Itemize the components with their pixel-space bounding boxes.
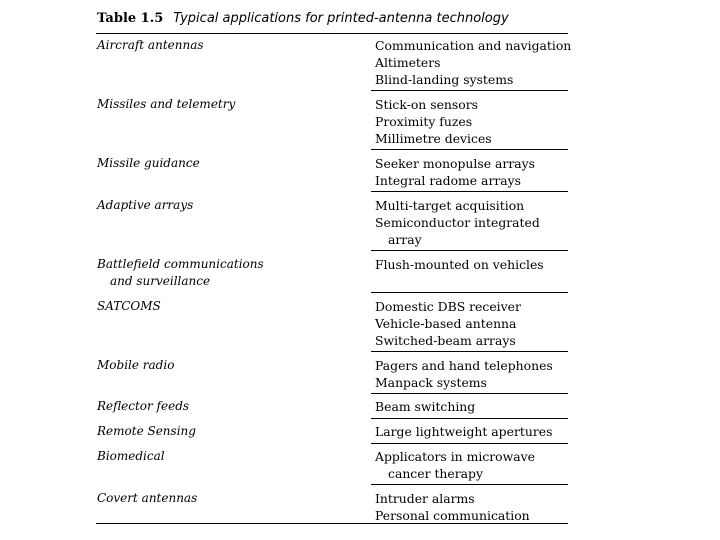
table-row-label (97, 423, 357, 440)
application-line: Seeker monopulse arrays (375, 156, 535, 171)
application-line: Pagers and hand telephones (375, 358, 553, 373)
application-line: Stick-on sensors (375, 97, 478, 112)
row-separator (371, 149, 568, 150)
application-line: Vehicle-based antenna (375, 316, 517, 331)
application-line: Communication and navigation (375, 38, 572, 53)
row-label-line: Aircraft antennas (97, 38, 204, 52)
row-separator (371, 443, 568, 444)
table-number: Table 1.5 (97, 11, 164, 26)
row-separator (371, 484, 568, 485)
application-line: Proximity fuzes (375, 114, 473, 129)
application-line: Intruder alarms (375, 491, 475, 506)
row-label-line: and surveillance (110, 274, 211, 288)
row-label-line: Missile guidance (97, 156, 200, 170)
application-line: Manpack systems (375, 375, 487, 390)
table-row-applications (375, 448, 575, 482)
table-row-label (97, 357, 357, 374)
application-line: Domestic DBS receiver (375, 299, 521, 314)
application-line: array (388, 232, 422, 247)
application-line: Altimeters (375, 55, 441, 70)
row-label-line: Adaptive arrays (97, 198, 194, 212)
row-label-line: SATCOMS (97, 299, 161, 313)
row-label-line: Mobile radio (97, 358, 175, 372)
row-label-line: Reflector feeds (97, 399, 190, 413)
application-line: Applicators in microwave (375, 449, 535, 464)
table-row-label (97, 96, 357, 113)
table-row-applications (375, 423, 575, 440)
row-separator (371, 292, 568, 293)
application-line: Flush-mounted on vehicles (375, 257, 544, 272)
application-line: Personal communication (375, 508, 530, 523)
table-row-applications (375, 155, 575, 189)
application-line: Millimetre devices (375, 131, 492, 146)
table-row-applications (375, 96, 575, 147)
application-line: Semiconductor integrated (375, 215, 540, 230)
table-row-label (97, 298, 357, 315)
bottom-rule (96, 523, 568, 524)
application-line: Integral radome arrays (375, 173, 522, 188)
table-row-applications (375, 357, 575, 391)
table-row-label (97, 490, 357, 507)
row-separator (371, 351, 568, 352)
row-separator (371, 393, 568, 394)
table-row-label (97, 398, 357, 415)
row-label-line: Biomedical (97, 449, 165, 463)
top-rule (96, 33, 568, 34)
table-row-label (97, 155, 357, 172)
table-row-label (97, 256, 357, 290)
row-label-line: Covert antennas (97, 491, 198, 505)
application-line: Blind-landing systems (375, 72, 514, 87)
table-row-label (97, 448, 357, 465)
table-row-applications (375, 256, 575, 273)
application-line: Large lightweight apertures (375, 424, 553, 439)
row-label-line: Remote Sensing (97, 424, 196, 438)
table-row-applications (375, 298, 575, 349)
row-separator (371, 250, 568, 251)
application-line: Beam switching (375, 399, 476, 414)
row-separator (371, 191, 568, 192)
row-label-line: Missiles and telemetry (97, 97, 236, 111)
application-line: Multi-target acquisition (375, 198, 525, 213)
application-line: Switched-beam arrays (375, 333, 516, 348)
table-row-applications (375, 490, 575, 524)
table-caption (97, 10, 509, 28)
row-label-line: Battlefield communications (97, 257, 264, 271)
row-separator (371, 90, 568, 91)
table-row-applications (375, 37, 575, 88)
table-row-applications (375, 398, 575, 415)
table-title: Typical applications for printed-antenna technology (173, 11, 509, 26)
table-row-applications (375, 197, 575, 248)
application-line: cancer therapy (388, 466, 483, 481)
table-row-label (97, 197, 357, 214)
row-separator (371, 418, 568, 419)
table-row-label (97, 37, 357, 54)
